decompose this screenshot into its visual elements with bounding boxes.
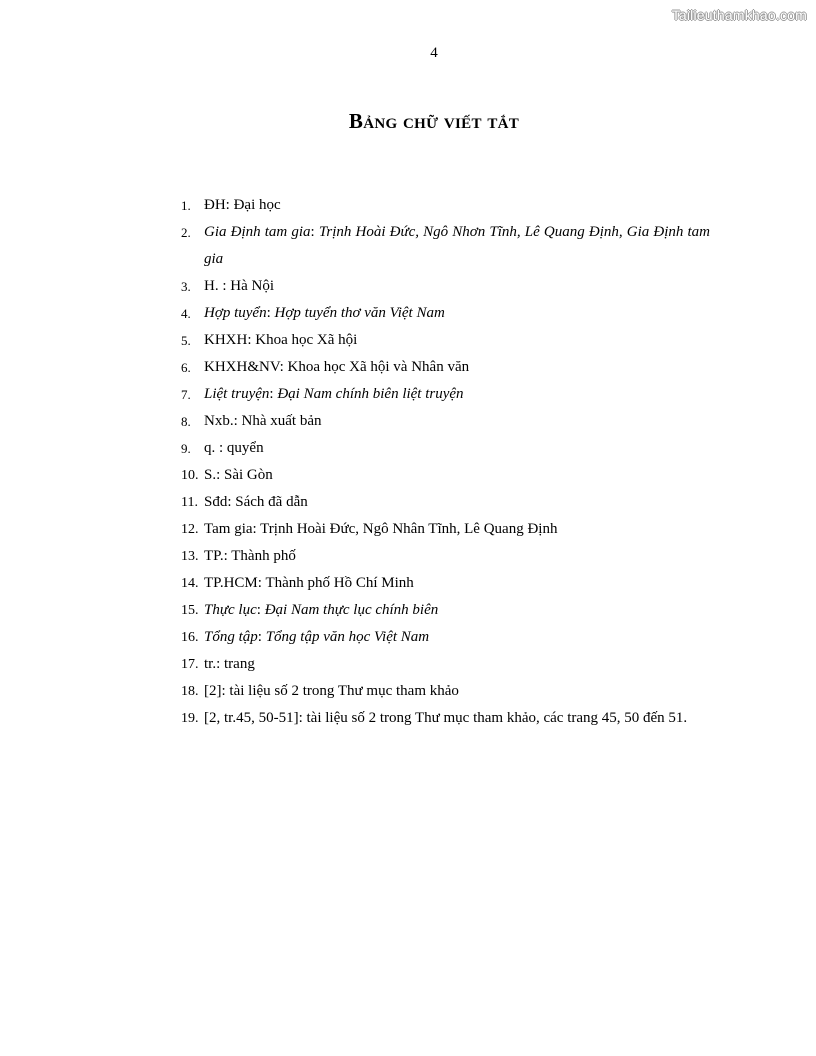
item-number: 2. bbox=[181, 225, 191, 240]
item-number: 13. bbox=[181, 549, 199, 564]
list-item bbox=[181, 570, 710, 597]
abbreviation-meaning: Hợp tuyển thơ văn Việt Nam bbox=[274, 305, 445, 321]
abbreviation-meaning: Tổng tập văn học Việt Nam bbox=[265, 629, 430, 645]
list-item bbox=[181, 327, 710, 354]
separator: : bbox=[256, 602, 265, 618]
list-item bbox=[181, 300, 710, 327]
separator: : bbox=[298, 710, 307, 726]
abbreviation-term: ĐH bbox=[204, 197, 226, 213]
abbreviation-term: Sđd bbox=[204, 494, 228, 510]
abbreviation-term: Gia Định tam gia bbox=[204, 224, 311, 240]
abbreviation-meaning: Thành phố Hồ Chí Minh bbox=[265, 575, 414, 591]
abbreviation-term: q. bbox=[204, 440, 219, 456]
abbreviation-term: Liệt truyện bbox=[204, 386, 270, 402]
abbreviation-term: [2] bbox=[204, 683, 222, 699]
list-item bbox=[181, 624, 710, 651]
list-item bbox=[181, 354, 710, 381]
abbreviation-term: KHXH bbox=[204, 332, 248, 348]
list-item bbox=[181, 705, 710, 732]
item-number: 18. bbox=[181, 684, 199, 699]
separator: : bbox=[225, 197, 234, 213]
abbreviation-meaning: Trịnh Hoài Đức, Ngô Nhân Tĩnh, Lê Quang Định bbox=[260, 521, 558, 537]
item-number: 12. bbox=[181, 522, 199, 537]
list-item bbox=[181, 435, 710, 462]
separator: : bbox=[227, 494, 236, 510]
item-number: 4. bbox=[181, 306, 191, 321]
abbreviation-term: S. bbox=[204, 467, 217, 483]
abbreviation-term: tr. bbox=[204, 656, 217, 672]
abbreviation-term: TP. bbox=[204, 548, 224, 564]
abbreviation-term: [2, tr.45, 50-51] bbox=[204, 710, 299, 726]
item-number: 19. bbox=[181, 711, 199, 726]
abbreviation-list bbox=[181, 192, 710, 732]
list-item bbox=[181, 381, 710, 408]
separator: : bbox=[269, 386, 278, 402]
separator: : bbox=[216, 656, 225, 672]
separator: : bbox=[222, 278, 231, 294]
separator: : bbox=[257, 575, 266, 591]
separator: : bbox=[219, 440, 227, 456]
separator: : bbox=[266, 305, 275, 321]
abbreviation-meaning: Đại học bbox=[233, 197, 281, 213]
separator: : bbox=[279, 359, 288, 375]
list-item bbox=[181, 219, 710, 273]
list-item bbox=[181, 597, 710, 624]
item-number: 9. bbox=[181, 441, 191, 456]
abbreviation-term: H. bbox=[204, 278, 223, 294]
list-item bbox=[181, 489, 710, 516]
abbreviation-term: TP.HCM bbox=[204, 575, 258, 591]
abbreviation-meaning: Sài Gòn bbox=[224, 467, 273, 483]
separator: : bbox=[310, 224, 319, 240]
separator: : bbox=[247, 332, 256, 348]
abbreviation-meaning: Thành phố bbox=[231, 548, 296, 564]
item-number: 15. bbox=[181, 603, 199, 618]
abbreviation-meaning: Trịnh Hoài Đức, Ngô Nhơn Tĩnh, Lê Quang Định, Gia Định tam gia bbox=[204, 224, 710, 267]
item-number: 1. bbox=[181, 198, 191, 213]
separator: : bbox=[223, 548, 232, 564]
list-item bbox=[181, 678, 710, 705]
item-number: 6. bbox=[181, 360, 191, 375]
abbreviation-term: Thực lục bbox=[204, 602, 257, 618]
separator: : bbox=[221, 683, 230, 699]
list-item bbox=[181, 408, 710, 435]
item-number: 8. bbox=[181, 414, 191, 429]
separator: : bbox=[233, 413, 242, 429]
separator: : bbox=[252, 521, 261, 537]
list-item bbox=[181, 651, 710, 678]
list-item bbox=[181, 192, 710, 219]
item-number: 16. bbox=[181, 630, 199, 645]
abbreviation-meaning: Nhà xuất bản bbox=[241, 413, 322, 429]
abbreviation-meaning: Sách đã dẫn bbox=[235, 494, 308, 510]
item-number: 3. bbox=[181, 279, 191, 294]
separator: : bbox=[257, 629, 266, 645]
abbreviation-meaning: Hà Nội bbox=[230, 278, 275, 294]
abbreviation-meaning: Đại Nam thực lục chính biên bbox=[264, 602, 439, 618]
item-number: 14. bbox=[181, 576, 199, 591]
list-item bbox=[181, 273, 710, 300]
watermark: Tailieuthamkhao.com bbox=[671, 7, 807, 23]
page-number: 4 bbox=[430, 45, 438, 61]
separator: : bbox=[216, 467, 225, 483]
abbreviation-meaning: trang bbox=[224, 656, 255, 672]
item-number: 17. bbox=[181, 657, 199, 672]
abbreviation-meaning: Khoa học Xã hội bbox=[255, 332, 358, 348]
abbreviation-meaning: quyển bbox=[226, 440, 264, 456]
list-item bbox=[181, 516, 710, 543]
abbreviation-term: Tổng tập bbox=[204, 629, 258, 645]
abbreviation-meaning: tài liệu số 2 trong Thư mục tham khảo bbox=[229, 683, 459, 699]
abbreviation-meaning: Khoa học Xã hội và Nhân văn bbox=[287, 359, 470, 375]
item-number: 7. bbox=[181, 387, 191, 402]
abbreviation-meaning: tài liệu số 2 trong Thư mục tham khảo, các trang 45, 50 đến 51. bbox=[306, 710, 688, 726]
item-number: 10. bbox=[181, 468, 199, 483]
list-item bbox=[181, 543, 710, 570]
abbreviation-term: Nxb. bbox=[204, 413, 234, 429]
abbreviation-term: Tam gia bbox=[204, 521, 253, 537]
list-item bbox=[181, 462, 710, 489]
abbreviation-term: Hợp tuyển bbox=[204, 305, 267, 321]
item-number: 5. bbox=[181, 333, 191, 348]
item-number: 11. bbox=[181, 495, 198, 510]
abbreviation-term: KHXH&NV bbox=[204, 359, 280, 375]
abbreviation-meaning: Đại Nam chính biên liệt truyện bbox=[277, 386, 464, 402]
page-title: Bảng chữ viết tắt bbox=[348, 109, 520, 133]
